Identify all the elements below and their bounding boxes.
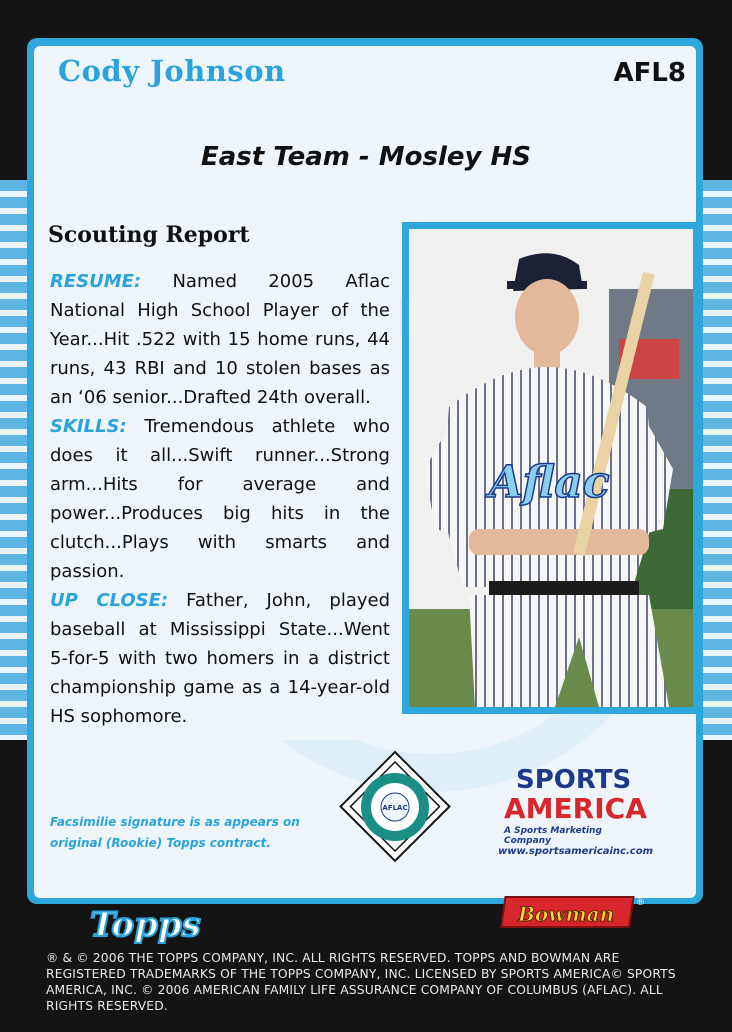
photo-frame — [402, 222, 700, 714]
sponsor-url: www.sportsamericainc.com — [498, 846, 653, 857]
seal-emblem — [340, 752, 450, 862]
legal-text: ® & © 2006 THE TOPPS COMPANY, INC. ALL RIGHTS RESERVED. TOPPS AND BOWMAN ARE REGISTERED TRADEMARKS OF THE TOPPS COMPANY, INC. LICENSED BY SPORTS AMERICA© SPORTS AMERICA, INC. © 2006 AMERICAN FAMILY LIFE ASSURANCE COMPANY OF COLUMBUS (AFLAC). ALL RIGHTS RESERVED. — [46, 951, 676, 1013]
bowman-logo — [504, 893, 646, 933]
sponsor-tagline: A Sports Marketing Company — [504, 826, 602, 846]
sports-america-logo — [496, 760, 646, 846]
player-photo — [409, 229, 693, 707]
sponsor-line2: AMERICA — [504, 792, 647, 825]
card-number: AFL8 — [613, 58, 686, 88]
upclose-text: Father, John, played baseball at Mississippi State...Went 5-for-5 with two homers in a district championship game as a 14-year-old HS sophomore. — [50, 590, 391, 727]
skills-text: Tremendous athlete who does it all...Swift runner...Strong arm...Hits for average and power...Produces big hits in the clutch...Plays with smarts and passion. — [50, 416, 390, 582]
report-body — [50, 267, 390, 731]
facsimile-note: Facsimilie signature is as appears on original (Rookie) Topps contract. — [50, 815, 300, 850]
sponsor-line1: SPORTS — [516, 765, 632, 795]
jersey-script: Aflac — [489, 457, 610, 508]
resume-label: RESUME: — [50, 271, 142, 292]
report-title: Scouting Report — [48, 222, 250, 248]
team-line: East Team - Mosley HS — [200, 142, 532, 172]
skills-label: SKILLS: — [50, 416, 127, 437]
seal-brand: AFLAC — [382, 804, 408, 812]
player-name: Cody Johnson — [58, 54, 286, 88]
player-illustration — [409, 229, 693, 707]
upclose-label: UP CLOSE: — [50, 590, 169, 611]
topps-wordmark: Topps — [90, 905, 201, 945]
scouting-report — [38, 212, 400, 740]
resume-text: Named 2005 Aflac National High School Player of the Year...Hit .522 with 15 home runs, 44 runs, 43 RBI and 10 stolen bases as an ‘06 senior...Drafted 24th overall. — [50, 271, 390, 408]
svg-text:®: ® — [636, 898, 645, 908]
topps-logo — [88, 898, 201, 948]
bowman-wordmark: Bowman — [518, 902, 615, 926]
sports-america-mark — [496, 760, 646, 826]
